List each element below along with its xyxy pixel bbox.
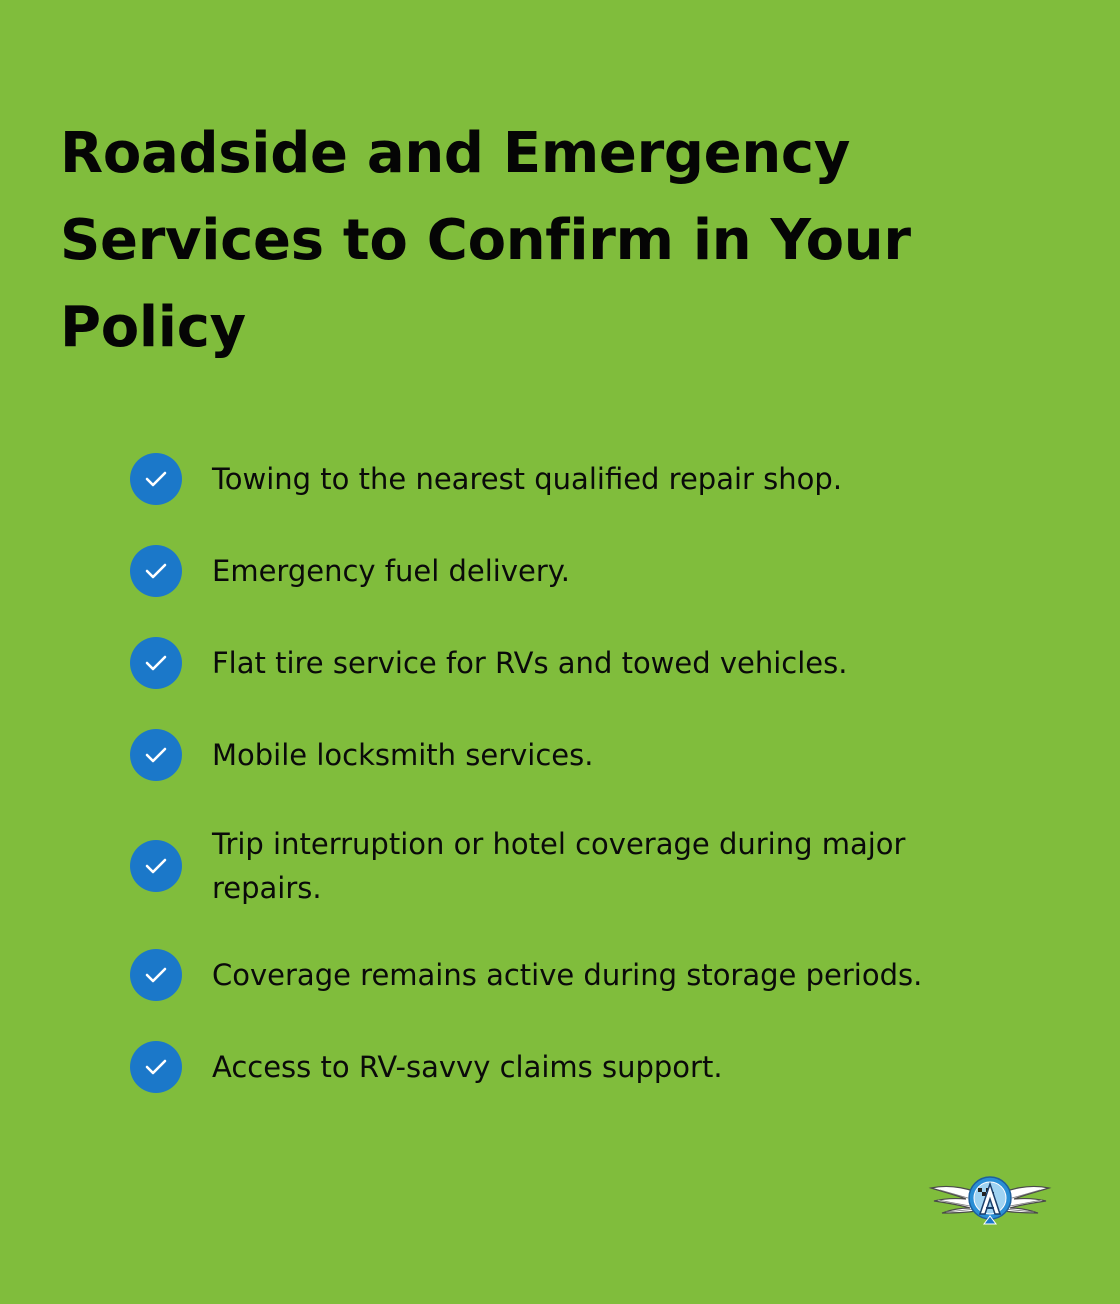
list-item xyxy=(130,1041,990,1093)
list-item-label: Flat tire service for RVs and towed vehicles. xyxy=(212,646,848,680)
check-circle-icon xyxy=(130,1041,182,1093)
list-item xyxy=(130,637,990,689)
check-circle-icon xyxy=(130,453,182,505)
list-item-label: Towing to the nearest qualified repair shop. xyxy=(212,462,843,496)
list-item xyxy=(130,822,990,910)
list-item-label: Coverage remains active during storage periods. xyxy=(212,958,923,992)
list-item-label: Trip interruption or hotel coverage during major repairs. xyxy=(212,827,906,905)
page-title: Roadside and Emergency Services to Confirm in Your Policy xyxy=(60,121,911,360)
list-item-label: Mobile locksmith services. xyxy=(212,738,594,772)
list-item xyxy=(130,729,990,781)
check-circle-icon xyxy=(130,949,182,1001)
winged-shield-logo-icon xyxy=(928,1168,1052,1236)
list-item-label: Emergency fuel delivery. xyxy=(212,554,571,588)
check-circle-icon xyxy=(130,840,182,892)
list-item xyxy=(130,545,990,597)
check-circle-icon xyxy=(130,637,182,689)
check-circle-icon xyxy=(130,545,182,597)
check-circle-icon xyxy=(130,729,182,781)
list-item xyxy=(130,949,990,1001)
list-item xyxy=(130,453,990,505)
list-item-label: Access to RV-savvy claims support. xyxy=(212,1050,723,1084)
